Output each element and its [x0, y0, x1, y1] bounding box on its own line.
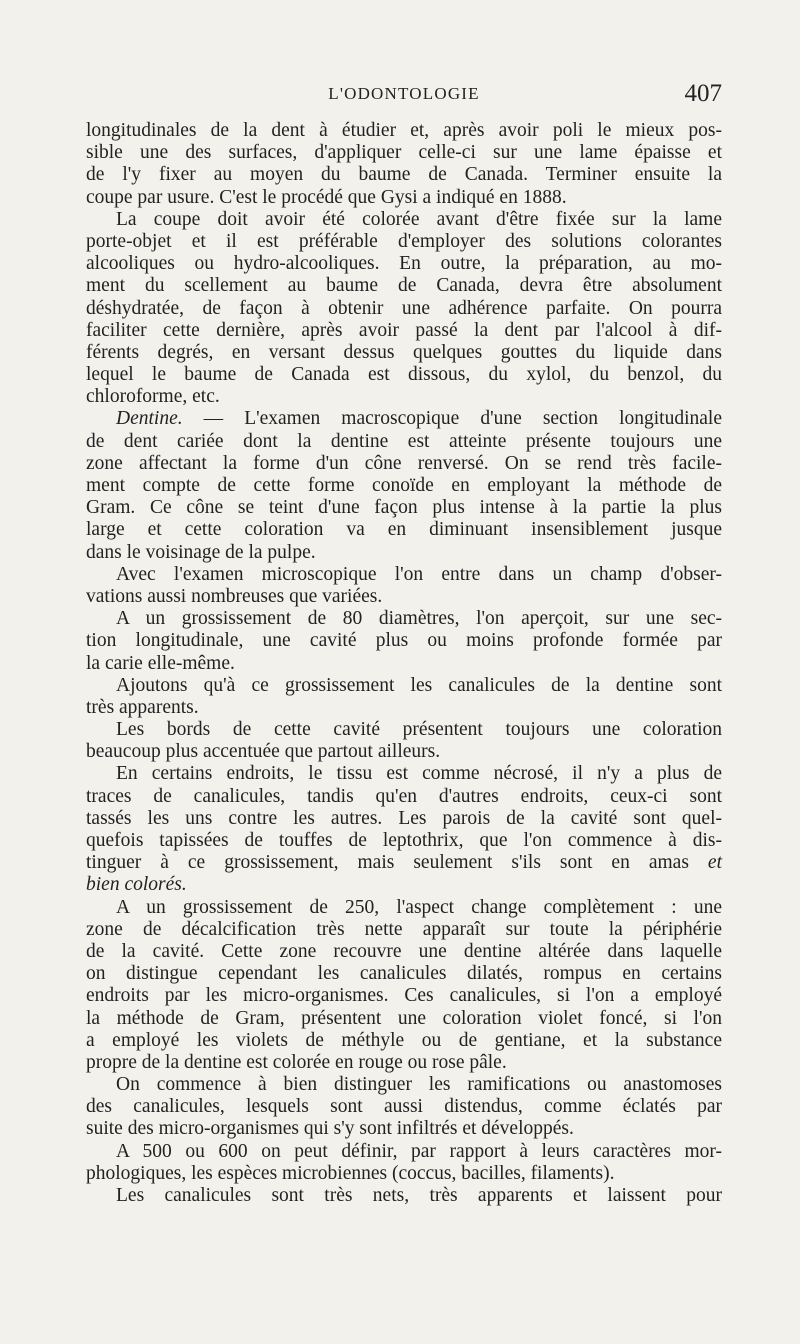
text-line [86, 675, 722, 697]
line-text: de l'y fixer au moyen du baume de Canada. Terminer ensuite la [86, 164, 722, 186]
text-line [86, 519, 722, 541]
running-title: L'ODONTOLOGIE [328, 84, 480, 103]
text-line [86, 1052, 722, 1074]
line-text: traces de canalicules, tandis qu'en d'autres endroits, ceux-ci sont [86, 785, 722, 807]
line-text: tinguer à ce grossissement, mais seulement s'ils sont en amas [86, 852, 708, 874]
line-text: alcooliques ou hydro-alcooliques. En outre, la préparation, au mo- [86, 253, 722, 275]
line-text: La coupe doit avoir été colorée avant d'être fixée sur la lame [116, 208, 722, 230]
page-header [86, 80, 722, 114]
text-line [86, 209, 722, 231]
line-text: zone affectant la forme d'un cône renversé. On se rend très facile- [86, 452, 722, 474]
line-text: propre de la dentine est colorée en rouge ou rose pâle. [86, 1051, 507, 1073]
line-text: phologiques, les espèces microbiennes (coccus, bacilles, filaments). [86, 1162, 615, 1184]
line-text: zone de décalcification très nette apparaît sur toute la périphérie [86, 918, 722, 940]
line-text: On commence à bien distinguer les ramifications ou anastomoses [116, 1074, 722, 1096]
line-text: tassés les uns contre les autres. Les parois de la cavité sont quel- [86, 807, 722, 829]
text-line [86, 1185, 722, 1207]
text-line [86, 1008, 722, 1030]
line-text: Gram. Ce cône se teint d'une façon plus intense à la partie la plus [86, 497, 722, 519]
line-text: dans le voisinage de la pulpe. [86, 541, 316, 563]
text-line [86, 852, 722, 874]
text-line [86, 763, 722, 785]
text-line [86, 630, 722, 652]
text-line [86, 164, 722, 186]
text-line [86, 386, 722, 408]
text-line [86, 919, 722, 941]
text-line [86, 608, 722, 630]
text-line [86, 1030, 722, 1052]
text-line [86, 542, 722, 564]
line-text: endroits par les micro-organismes. Ces canalicules, si l'on a employé [86, 985, 722, 1007]
text-line [86, 431, 722, 453]
line-text: suite des micro-organismes qui s'y sont infiltrés et développés. [86, 1118, 574, 1140]
text-line [86, 808, 722, 830]
text-line [86, 408, 722, 430]
line-text: de dent cariée dont la dentine est atteinte présente toujours une [86, 430, 722, 452]
text-line [86, 719, 722, 741]
text-line [86, 253, 722, 275]
line-text: férents degrés, en versant dessus quelques gouttes du liquide dans [86, 341, 722, 363]
text-line [86, 586, 722, 608]
text-line [86, 786, 722, 808]
text-line [86, 897, 722, 919]
line-text: on distingue cependant les canalicules dilatés, rompus en certains [86, 963, 722, 985]
text-line [86, 741, 722, 763]
text-line [86, 1118, 722, 1140]
text-line [86, 475, 722, 497]
text-line [86, 320, 722, 342]
text-line [86, 342, 722, 364]
page-number: 407 [684, 80, 722, 107]
body-text [86, 120, 722, 1207]
line-text: vations aussi nombreuses que variées. [86, 585, 383, 607]
line-text: faciliter cette dernière, après avoir passé la dent par l'alcool à dif- [86, 319, 722, 341]
text-line [86, 941, 722, 963]
text-line [86, 1163, 722, 1185]
line-text: déshydratée, de façon à obtenir une adhérence parfaite. On pourra [86, 297, 722, 319]
line-text: Avec l'examen microscopique l'on entre dans un champ d'obser- [116, 563, 722, 585]
text-line [86, 985, 722, 1007]
line-text: ment compte de cette forme conoïde en employant la méthode de [86, 475, 722, 496]
line-text: chloroforme, etc. [86, 386, 220, 408]
text-line [86, 187, 722, 209]
text-line [86, 830, 722, 852]
italic-text: bien colorés. [86, 874, 187, 896]
italic-text: Dentine. [116, 408, 183, 430]
line-text: Ajoutons qu'à ce grossissement les canalicules de la dentine sont [116, 674, 722, 696]
line-text: quefois tapissées de touffes de leptothrix, que l'on commence à dis- [86, 830, 722, 851]
line-text: longitudinales de la dent à étudier et, après avoir poli le mieux pos- [86, 120, 722, 141]
text-line [86, 564, 722, 586]
line-text: large et cette coloration va en diminuant insensiblement jusque [86, 519, 722, 541]
text-line [86, 1141, 722, 1163]
line-text: de la cavité. Cette zone recouvre une dentine altérée dans laquelle [86, 940, 722, 962]
text-line [86, 120, 722, 142]
text-line [86, 275, 722, 297]
text-line [86, 963, 722, 985]
text-line [86, 1074, 722, 1096]
line-text: beaucoup plus accentuée que partout ailleurs. [86, 741, 441, 763]
line-text: tion longitudinale, une cavité plus ou moins profonde formée par [86, 630, 722, 652]
text-line [86, 497, 722, 519]
italic-text: et [707, 852, 722, 874]
line-text: la méthode de Gram, présentent une coloration violet foncé, si l'on [86, 1007, 722, 1029]
line-text: sible une des surfaces, d'appliquer celle-ci sur une lame épaisse et [86, 142, 722, 164]
line-text: porte-objet et il est préférable d'employer des solutions colorantes [86, 230, 722, 252]
line-text: coupe par usure. C'est le procédé que Gysi a indiqué en 1888. [86, 186, 567, 208]
text-line [86, 364, 722, 386]
line-text: A 500 ou 600 on peut définir, par rapport à leurs caractères mor- [116, 1140, 722, 1162]
line-text: des canalicules, lesquels sont aussi distendus, comme éclatés par [86, 1096, 722, 1118]
text-line [86, 298, 722, 320]
line-text: la carie elle-même. [86, 652, 235, 674]
line-text: très apparents. [86, 696, 199, 718]
text-line [86, 453, 722, 475]
line-text: Les canalicules sont très nets, très apparents et laissent pour [116, 1185, 722, 1206]
line-text: A un grossissement de 250, l'aspect change complètement : une [116, 896, 722, 918]
text-line [86, 142, 722, 164]
line-text: ment du scellement au baume de Canada, devra être absolument [86, 275, 722, 297]
line-text: En certains endroits, le tissu est comme nécrosé, il n'y a plus de [116, 763, 722, 785]
line-text: — L'examen macroscopique d'une section longitudinale [182, 408, 722, 430]
line-text: Les bords de cette cavité présentent toujours une coloration [116, 719, 722, 741]
text-line [86, 874, 722, 896]
text-line [86, 231, 722, 253]
line-text: lequel le baume de Canada est dissous, du xylol, du benzol, du [86, 364, 722, 386]
text-line [86, 697, 722, 719]
text-line [86, 653, 722, 675]
line-text: A un grossissement de 80 diamètres, l'on aperçoit, sur une sec- [116, 608, 722, 630]
text-line [86, 1096, 722, 1118]
line-text: a employé les violets de méthyle ou de gentiane, et la substance [86, 1029, 722, 1051]
